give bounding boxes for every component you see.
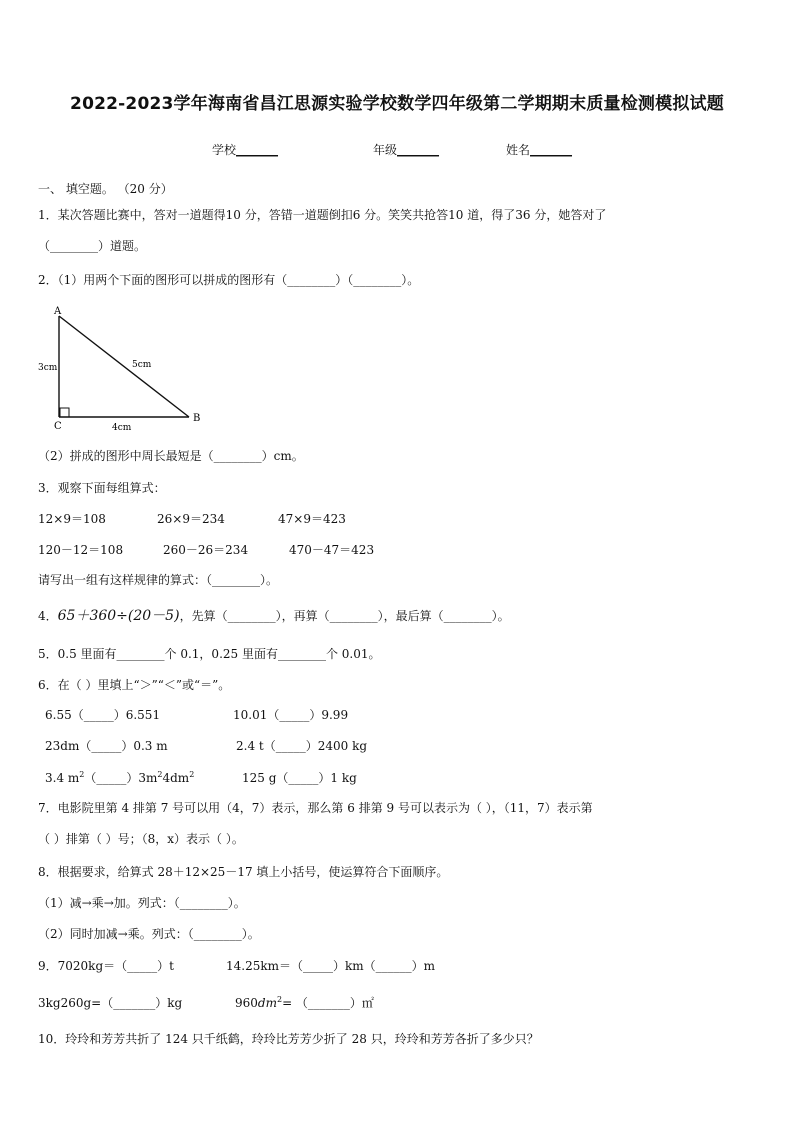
grade-blank[interactable]: _______ [397,143,440,157]
name-blank[interactable]: _______ [530,143,573,157]
side-cb-label: 4cm [112,423,132,433]
question-9-d-value: 960 [235,996,258,1010]
page-title: 2022-2023学年海南省昌江思源实验学校数学四年级第二学期期末质量检测模拟试题 [70,94,724,114]
q6-item-5-tail: 4dm [162,771,190,785]
q6-item-5-sup-c: 2 [189,770,195,779]
question-4-text: ，先算（________），再算（________），最后算（________）。 [179,609,510,623]
vertex-b-label: B [193,413,201,424]
question-4 [38,608,510,624]
school-field [212,141,278,158]
question-3-ask: 请写出一组有这样规律的算式：（________）。 [38,573,279,587]
q6-item-1: 6.55（_____）6.551 [45,708,161,722]
question-8-sub-2: （2）同时加减→乘。列式：（________）。 [38,927,260,941]
right-angle-mark [60,408,69,417]
vertex-a-label: A [54,306,62,317]
q6-item-4: 2.4 t（_____）2400 kg [236,739,368,753]
name-field [506,141,572,158]
q3-row2-expr2: 260－26＝234 [163,543,249,557]
q3-row2-expr1: 120－12＝108 [38,543,124,557]
q6-item-5-value: 3.4 m [45,771,80,785]
question-2-part-1: 2．（1）用两个下面的图形可以拼成的图形有（________）（________）。 [38,273,420,287]
name-label: 姓名 [506,143,531,157]
q6-item-3: 23dm（_____）0.3 m [45,739,168,753]
question-3-intro: 3．观察下面每组算式： [38,481,166,495]
q3-row1-expr2: 26×9＝234 [157,512,225,526]
question-1-line-1: 1．某次答题比赛中，答对一道题得10 分，答错一道题倒扣6 分。笑笑共抢答10 道，得了36 分，她答对了 [38,208,607,222]
right-triangle-diagram [30,300,220,440]
question-8-sub-1: （1）减→乘→加。列式：（________）。 [38,896,246,910]
question-1-line-2: （________）道题。 [38,239,147,253]
question-9-a: 9．7020kg＝（_____）t [38,959,174,973]
question-7-line-2: （ ）排第（ ）号；（8，x）表示（ ）。 [38,832,244,846]
question-4-number: 4． [38,609,58,623]
q6-item-6: 125 g（_____）1 kg [242,771,357,785]
side-ab-label: 5cm [132,360,152,370]
q6-item-5-blank: （_____）3m [84,771,158,785]
q3-row1-expr3: 47×9＝423 [278,512,346,526]
side-ac-label: 3cm [38,363,58,373]
vertex-c-label: C [54,421,62,432]
grade-label: 年级 [373,143,398,157]
question-9-d-sup: 2 [276,995,283,1004]
section-heading: 一、 填空题。 （20 分） [38,182,173,196]
question-8-intro: 8．根据要求，给算式 28＋12×25－17 填上小括号，使运算符合下面顺序。 [38,865,449,879]
question-9-d-unit: dm [257,996,277,1010]
question-9-b: 14.25km＝（_____）km（______）m [226,959,436,973]
question-9-c: 3kg260g=（_______）kg [38,996,183,1010]
question-9-d [235,995,374,1011]
question-9-d-blank: = （_______）㎡ [282,996,374,1010]
grade-field [373,141,439,158]
question-4-expression: 65＋360÷(20－5) [57,608,180,624]
q3-row2-expr3: 470－47＝423 [289,543,375,557]
side-ab [59,316,189,417]
question-5: 5．0.5 里面有________个 0.1，0.25 里面有________个 0.01。 [38,647,381,661]
q6-item-2: 10.01（_____）9.99 [233,708,349,722]
q6-item-5-sup-b: 2 [157,770,163,779]
q6-item-5-sup-a: 2 [79,770,85,779]
school-label: 学校 [212,143,237,157]
question-10: 10．玲玲和芳芳共折了 124 只千纸鹤，玲玲比芳芳少折了 28 只，玲玲和芳芳各折了多少只？ [38,1032,539,1046]
question-7-line-1: 7．电影院里第 4 排第 7 号可以用（4，7）表示，那么第 6 排第 9 号可以表示为（ ），（11，7）表示第 [38,801,593,815]
q6-item-5 [45,770,194,786]
question-2-part-2: （2）拼成的图形中周长最短是（________）cm。 [38,449,304,463]
question-6-intro: 6．在（ ）里填上“＞”“＜”或“＝”。 [38,678,231,692]
q3-row1-expr1: 12×9＝108 [38,512,106,526]
school-blank[interactable]: _______ [236,143,279,157]
